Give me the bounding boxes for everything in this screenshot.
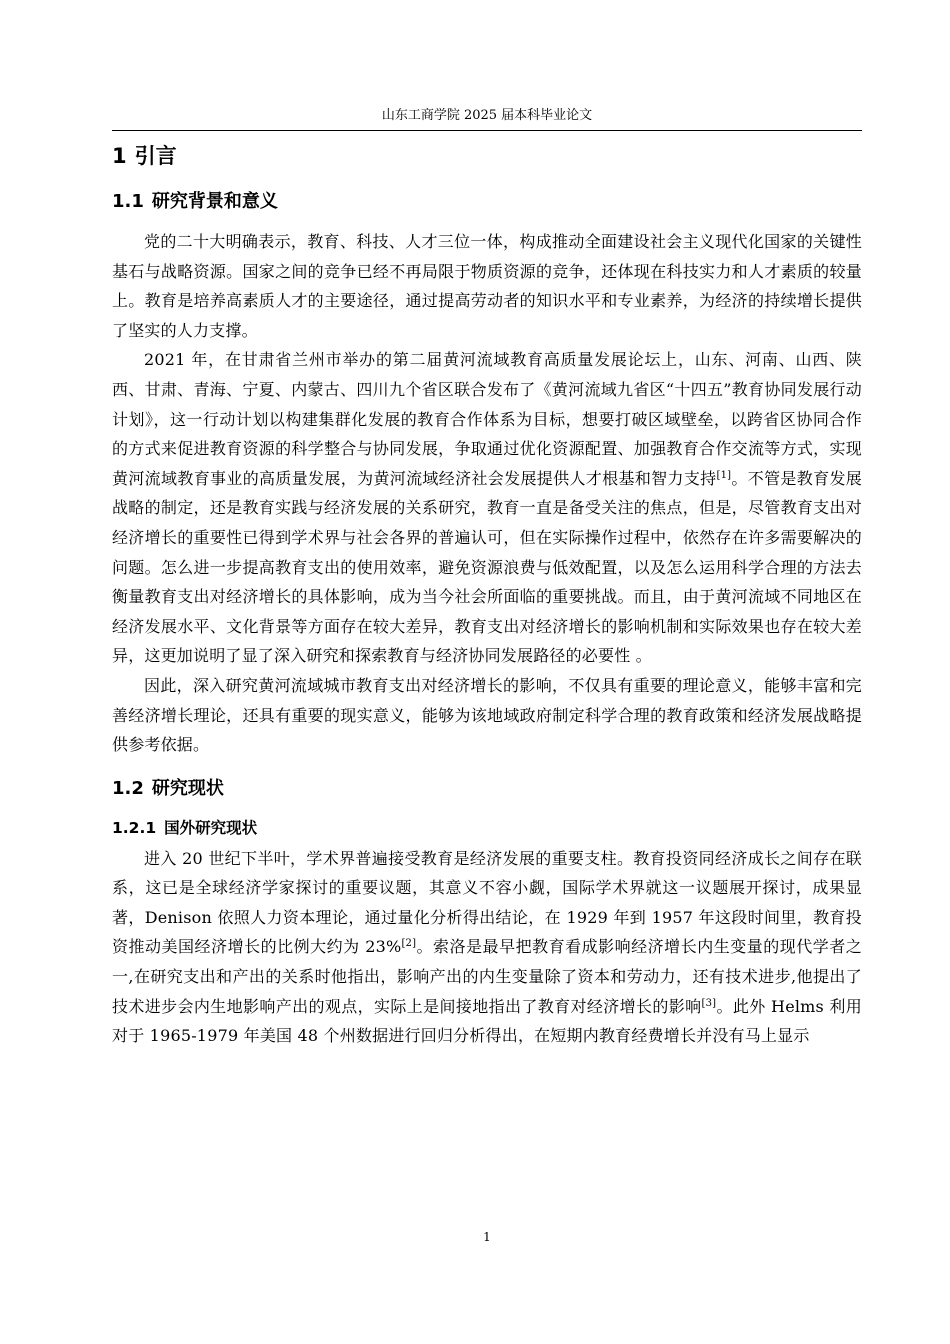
citation-mark: [3] [701,997,717,1009]
running-header: 山东工商学院 2025 届本科毕业论文 [381,108,593,123]
paragraph-text: 。索洛是最早把教育看成影响经济增长内生变量的现代学者之一,在研究支出和产出的关系时他指出，影响产出的内生变量除了资本和劳动力，还有技术进步,他提出了技术进步会内生地影响产出的观点，实际上是间接地指出了教育对经济增长的影响 [112,937,863,1016]
body-paragraph [112,345,862,671]
section-heading-1-2 [112,776,862,802]
paragraph-text: 2021 年，在甘肃省兰州市举办的第二届黄河流域教育高质量发展论坛上，山东、河南、山西、陕西、甘肃、青海、宁夏、内蒙古、四川九个省区联合发布了《黄河流域九省区“十四五”教育协同发展行动计划》，这一行动计划以构建集群化发展的教育合作体系为目标，想要打破区域壁垒，以跨省区协同合作的方式来促进教育资源的科学整合与协同发展，争取通过优化资源配置、加强教育合作交流等方式，实现黄河流域教育事业的高质量发展，为黄河流域经济社会发展提供人才根基和智力支持 [112,350,862,488]
header-rule [112,130,862,131]
section-heading-1-1 [112,189,862,215]
subsection-title: 国外研究现状 [164,818,258,837]
body-paragraph: 党的二十大明确表示，教育、科技、人才三位一体，构成推动全面建设社会主义现代化国家的关键性基石与战略资源。国家之间的竞争已经不再局限于物质资源的竞争，还体现在科技实力和人才素质的较量上。教育是培养高素质人才的主要途径，通过提高劳动者的知识水平和专业素养，为经济的持续增长提供了坚实的人力支撑。 [112,232,862,340]
section-title: 研究背景和意义 [151,191,278,212]
subsection-heading-1-2-1 [112,816,862,840]
chapter-number: 1 [112,144,127,168]
citation-mark: [2] [401,938,417,950]
section-title: 研究现状 [151,777,224,799]
chapter-heading [112,138,862,175]
section-number: 1.1 [112,191,144,212]
subsection-number: 1.2.1 [112,818,157,837]
body-paragraph [112,844,862,1051]
page-content [112,138,862,1051]
chapter-title: 引言 [134,144,177,168]
paragraph-text: 进入 20 世纪下半叶，学术界普遍接受教育是经济发展的重要支柱。教育投资同经济成长之间存在联系，这已是全球经济学家探讨的重要议题，其意义不容小觑，国际学术界就这一议题展开探讨，成果显著，Denison 依照人力资本理论，通过量化分析得出结论，在 1929 年到 1957 年这段时间里，教育投资推动美国经济增长的比例大约为 23% [112,848,862,957]
paragraph-text: 。此外 Helms 利用对于 1965-1979 年美国 48 个州数据进行回归分析得出，在短期内教育经费增长并没有马上显示 [112,996,863,1046]
section-number: 1.2 [112,777,144,799]
paragraph-text: 。不管是教育发展战略的制定，还是教育实践与经济发展的关系研究，教育一直是备受关注的焦点，但是，尽管教育支出对经济增长的重要性已得到学术界与社会各界的普遍认可，但在实际操作过程中，依然存在许多需要解决的问题。怎么进一步提高教育支出的使用效率，避免资源浪费与低效配置，以及怎么运用科学合理的方法去衡量教育支出对经济增长的具体影响，成为当今社会所面临的重要挑战。而且，由于黄河流域不同地区在经济发展水平、文化背景等方面存在较大差异，教育支出对经济增长的影响机制和实际效果也存在较大差异，这更加说明了显了深入研究和探索教育与经济协同发展路径的必要性 。 [112,468,862,666]
page-number: 1 [483,1230,491,1244]
citation-mark: [1] [716,469,732,481]
body-paragraph: 因此，深入研究黄河流域城市教育支出对经济增长的影响，不仅具有重要的理论意义，能够丰富和完善经济增长理论，还具有重要的现实意义，能够为该地域政府制定科学合理的教育政策和经济发展战略提供参考依据。 [112,675,862,755]
